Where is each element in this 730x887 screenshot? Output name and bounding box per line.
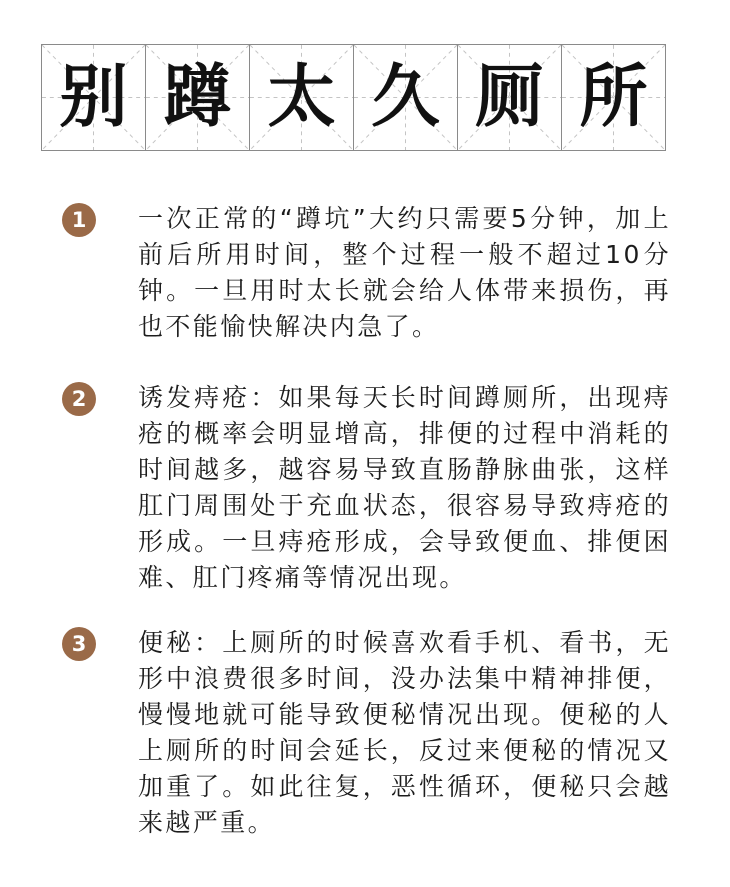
title-cell [561,44,666,151]
list-item [62,625,671,841]
title-cell [249,44,354,151]
title-char: 蹲 [163,57,232,137]
title-char: 太 [267,57,336,137]
title-cell [353,44,458,151]
item-text: 诱发痔疮：如果每天长时间蹲厕所，出现痔疮的概率会明显增高，排便的过程中消耗的时间越多，越容易导致直肠静脉曲张，这样肛门周围处于充血状态，很容易导致痔疮的形成。一旦痔疮形成，会导致便血、排便困难、肛门疼痛等情况出现。 [138,383,671,592]
title-cell [41,44,146,151]
number-badge: 1 [62,203,96,237]
title-cell [145,44,250,151]
title-char: 久 [371,57,440,137]
number-badge: 3 [62,627,96,661]
item-text: 一次正常的“蹲坑”大约只需要5分钟，加上前后所用时间，整个过程一般不超过10分钟。一旦用时太长就会给人体带来损伤，再也不能愉快解决内急了。 [138,204,671,341]
title-char: 所 [579,57,648,137]
list-item [62,201,671,345]
item-text: 便秘：上厕所的时候喜欢看手机、看书，无形中浪费很多时间，没办法集中精神排便，慢慢地就可能导致便秘情况出现。便秘的人上厕所的时间会延长，反过来便秘的情况又加重了。如此往复，恶性循环，便秘只会越来越严重。 [138,628,671,837]
title-char: 厕 [475,57,544,137]
title-cell [457,44,562,151]
number-badge: 2 [62,382,96,416]
title-grid [41,44,666,151]
title-char: 别 [59,57,128,137]
list-item [62,380,671,596]
